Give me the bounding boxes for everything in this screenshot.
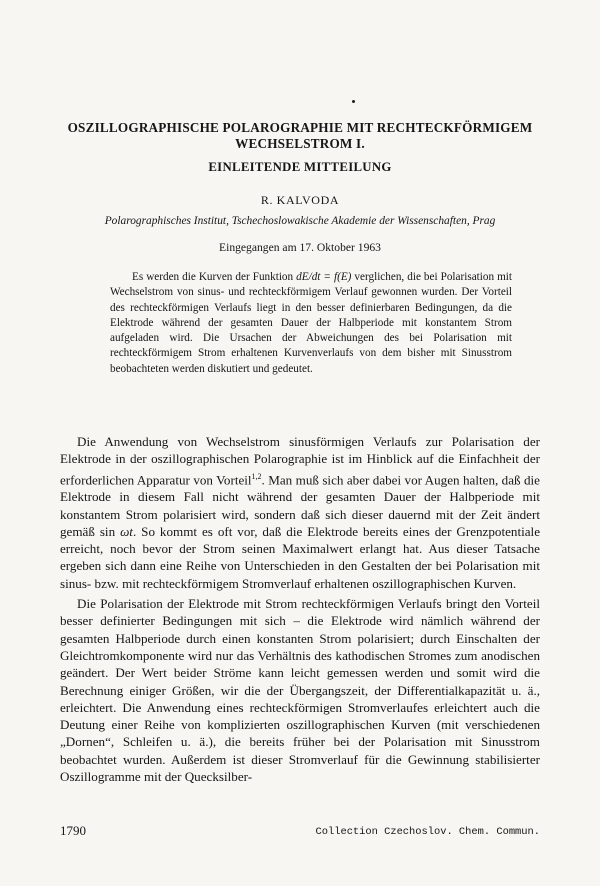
paragraph-1-text-b: . Man muß sich aber dabei vor Augen halten, daß die Elektrode in diesem Fall nicht während der gesamten Dauer der Halbperiode mit konstantem Strom polarisiert wird, sondern daß sich dieser dauernd mit der Zeit ändert gemäß sin [60,471,540,539]
paragraph-1-text-c: . So kommt es oft vor, daß die Elektrode bereits eines der Grenzpotentiale erreicht, noch bevor der Strom seinen Maximalwert erlangt hat. Aus dieser Tatsache ergeben sich dann eine Reihe von Unterschieden in den Gestalten der bei Polarisation mit sinus- bzw. mit rechteckförmigem Stromverlauf erhaltenen oszillographischen Kurven. [60,523,540,591]
paragraph-2: Die Polarisation der Elektrode mit Strom rechteckförmigen Verlaufs bringt den Vorteil besser definierter Bedingungen mit sich – die Elektrode wird nämlich während der gesamten Halbperiode durch einen konstanten Strom polarisiert; durch Einschalten der Gleichtromkomponente wird nur das Verhältnis des kathodischen Stromes zum anodischen geändert. Der Wert beider Ströme kann leicht gemessen werden und somit wird die Berechnung einiger Größen, wir die der Übergangszeit, der Differentialkapazität u. ä., erleichtert. Die Anwendung eines rechteckförmigen Stromverlaufes erleichtert auch die Deutung einer Reihe von komplizierten oszillographischen Kurven (mit verschiedenen „Dornen“, Schleifen u. ä.), die bereits früher bei der Polarisation mit Sinusstrom beobachtet wurden. Außerdem ist dieser Stromverlauf für die Gewinnung stabilisierter Oszillogramme mit der Quecksilber- [60,596,540,784]
abstract-text-1: Es werden die Kurven der Funktion [132,271,297,283]
paper-title: OSZILLOGRAPHISCHE POLAROGRAPHIE MIT RECHTECKFÖRMIGEM WECHSELSTROM I. [67,120,533,151]
abstract [110,270,512,377]
omega-t: ωt [120,523,133,539]
paper-subtitle: EINLEITENDE MITTEILUNG [208,160,392,174]
journal-name: Collection Czechoslov. Chem. Commun. [315,826,540,838]
author-name: R. KALVODA [260,193,340,207]
body-text [60,433,540,788]
reference-superscript: 1,2 [251,471,262,481]
author-affiliation: Polarographisches Institut, Tschechoslowakische Akademie der Wissenschaften, Prag [104,215,496,227]
page-number: 1790 [60,823,86,838]
received-date: Eingegangen am 17. Oktober 1963 [219,241,381,254]
paragraph-1 [60,433,540,592]
print-speck [352,100,355,103]
abstract-formula: dE/dt = f(E) [296,271,352,283]
abstract-text-2: verglichen, die bei Polarisation mit Wechselstrom von sinus- und rechteckförmigem Verlauf gewonnen wurden. Der Vorteil des rechteckförmigen Verlaufs liegt in den besser definierbaren Bedingungen, da die Elektrode während der gesamten Dauer der Halbperiode mit konstantem Strom aufgeladen wird. Die Ursachen der Abweichungen des bei Polarisation mit rechteckförmigem Strom erhaltenen Kurvenverlaufs von dem bisher mit Sinusstrom beobachteten werden diskutiert und gedeutet. [110,271,513,375]
paragraph-1-text-a: Die Anwendung von Wechselstrom sinusförmigen Verlaufs zur Polarisation der Elektrode in der oszillographischen Polarographie ist im Hinblick auf die Einfachheit der erforderlichen Apparatur von Vorteil [60,434,540,487]
